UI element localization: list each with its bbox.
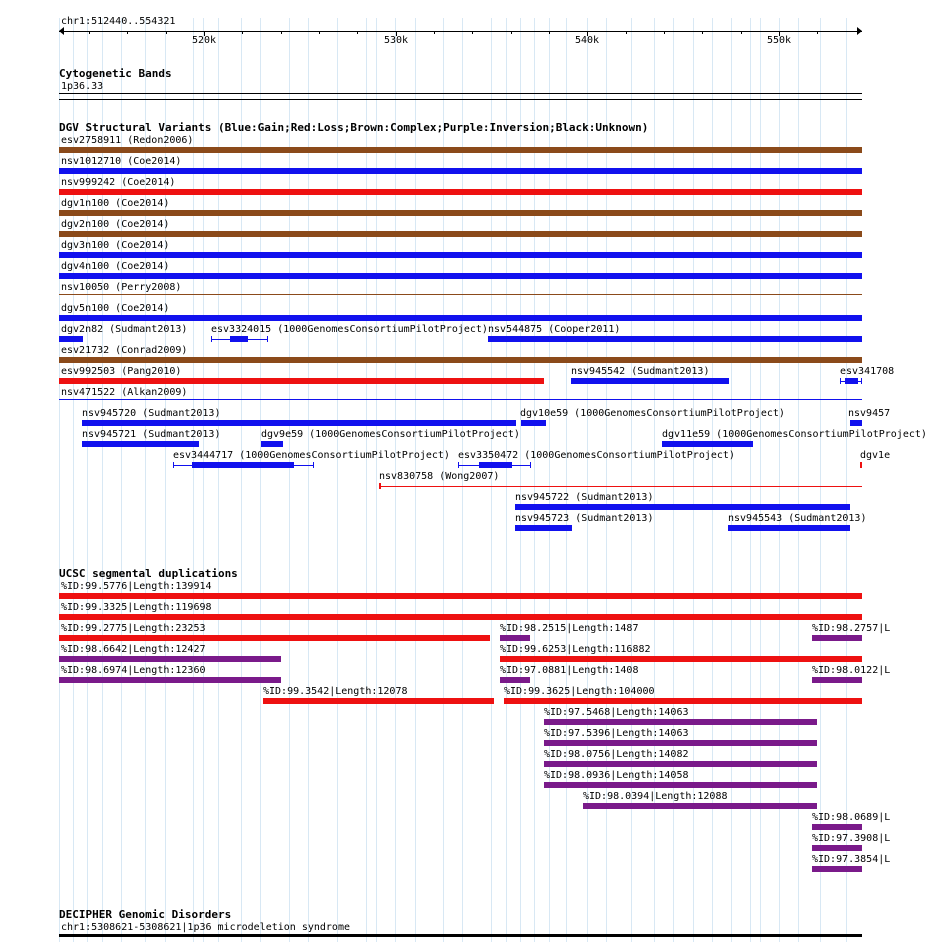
decipher-feature-label[interactable]: chr1:5308621-5308621|1p36 microdeletion syndrome xyxy=(61,922,350,933)
segdup-feature-label[interactable]: %ID:98.2757|L xyxy=(812,623,891,634)
segdup-feature-label[interactable]: %ID:97.3854|L xyxy=(812,854,891,865)
grid-line xyxy=(193,18,194,942)
segdup-feature-bar[interactable] xyxy=(504,698,862,704)
dgv-feature-bar[interactable] xyxy=(59,252,862,258)
dgv-feature-bar[interactable] xyxy=(59,273,862,279)
segdup-feature-label[interactable]: %ID:98.2515|Length:1487 xyxy=(500,623,639,634)
dgv-feature-label[interactable]: nsv945722 (Sudmant2013) xyxy=(515,492,654,503)
dgv-feature-bar[interactable] xyxy=(59,294,862,295)
dgv-feature-bar[interactable] xyxy=(662,441,753,447)
dgv-feature-label[interactable]: dgv11e59 (1000GenomesConsortiumPilotProject) xyxy=(662,429,927,440)
dgv-feature-label[interactable]: nsv945721 (Sudmant2013) xyxy=(82,429,221,440)
dgv-feature-bar[interactable] xyxy=(845,378,858,384)
dgv-feature-bar[interactable] xyxy=(59,210,862,216)
dgv-feature-bar[interactable] xyxy=(59,399,862,400)
segdup-feature-bar[interactable] xyxy=(59,656,281,662)
dgv-feature-label[interactable]: nsv945543 (Sudmant2013) xyxy=(728,513,867,524)
ruler-minor-tick xyxy=(434,31,435,34)
dgv-feature-label[interactable]: esv992503 (Pang2010) xyxy=(61,366,182,377)
dgv-feature-bar[interactable] xyxy=(59,378,544,384)
dgv-feature-bar[interactable] xyxy=(59,357,862,363)
ruler-minor-tick xyxy=(626,31,627,34)
dgv-feature-cap xyxy=(458,462,459,468)
dgv-feature-label[interactable]: esv2758911 (Redon2006) xyxy=(61,135,194,146)
grid-line xyxy=(308,18,309,942)
dgv-feature-label[interactable]: nsv945542 (Sudmant2013) xyxy=(571,366,710,377)
segdup-feature-bar[interactable] xyxy=(583,803,817,809)
dgv-feature-label[interactable]: nsv471522 (Alkan2009) xyxy=(61,387,188,398)
cytoband-line-bottom xyxy=(59,99,862,100)
ruler-minor-tick xyxy=(357,31,358,34)
ruler-tick-label: 520k xyxy=(192,35,217,46)
dgv-feature-bar[interactable] xyxy=(59,231,862,237)
ruler-tick-label: 540k xyxy=(575,35,600,46)
dgv-feature-cap xyxy=(173,462,174,468)
dgv-feature-bar[interactable] xyxy=(82,441,199,447)
dgv-feature-bar[interactable] xyxy=(488,336,862,342)
cytoband-line-top xyxy=(59,93,862,94)
grid-line xyxy=(203,18,204,942)
dgv-feature-cap xyxy=(861,378,862,384)
dgv-feature-label[interactable]: nsv945723 (Sudmant2013) xyxy=(515,513,654,524)
segdup-feature-bar[interactable] xyxy=(812,677,862,683)
dgv-feature-label[interactable]: dgv9e59 (1000GenomesConsortiumPilotProject) xyxy=(261,429,520,440)
segdup-feature-label[interactable]: %ID:97.5396|Length:14063 xyxy=(544,728,689,739)
segdup-feature-bar[interactable] xyxy=(500,635,530,641)
dgv-feature-bar[interactable] xyxy=(192,462,294,468)
segdup-feature-bar[interactable] xyxy=(544,740,817,746)
segdup-feature-bar[interactable] xyxy=(544,761,817,767)
ruler-minor-tick xyxy=(702,31,703,34)
ruler-minor-tick xyxy=(549,31,550,34)
dgv-feature-label[interactable]: esv3444717 (1000GenomesConsortiumPilotProject) xyxy=(173,450,450,461)
segdup-feature-bar[interactable] xyxy=(59,593,862,599)
dgv-feature-bar[interactable] xyxy=(521,420,546,426)
ruler-minor-tick xyxy=(664,31,665,34)
dgv-track-title[interactable]: DGV Structural Variants (Blue:Gain;Red:Loss;Brown:Complex;Purple:Inversion;Black:Unknown) xyxy=(59,121,649,134)
grid-line xyxy=(218,18,219,942)
cytoband-track-title[interactable]: Cytogenetic Bands xyxy=(59,67,172,80)
segdup-feature-bar[interactable] xyxy=(812,824,862,830)
segdup-feature-label[interactable]: %ID:98.0394|Length:12088 xyxy=(583,791,728,802)
dgv-feature-intron-line xyxy=(379,486,862,487)
dgv-feature-label[interactable]: nsv9457 xyxy=(848,408,891,419)
segdup-feature-bar[interactable] xyxy=(544,782,817,788)
segdup-feature-label[interactable]: %ID:98.0689|L xyxy=(812,812,891,823)
segdup-feature-bar[interactable] xyxy=(500,677,530,683)
segdup-feature-bar[interactable] xyxy=(500,656,862,662)
segdup-feature-bar[interactable] xyxy=(812,866,862,872)
dgv-feature-label[interactable]: dgv2n100 (Coe2014) xyxy=(61,219,170,230)
dgv-feature-bar[interactable] xyxy=(230,336,248,342)
grid-line xyxy=(820,18,821,942)
dgv-feature-label[interactable]: esv341708 xyxy=(840,366,895,377)
segdup-feature-label[interactable]: %ID:99.2775|Length:23253 xyxy=(61,623,206,634)
segdup-feature-label[interactable]: %ID:98.0756|Length:14082 xyxy=(544,749,689,760)
dgv-feature-label[interactable]: esv21732 (Conrad2009) xyxy=(61,345,188,356)
dgv-feature-bar[interactable] xyxy=(261,441,283,447)
grid-line xyxy=(241,18,242,942)
segdup-feature-label[interactable]: %ID:98.0122|L xyxy=(812,665,891,676)
segdup-feature-bar[interactable] xyxy=(59,635,490,641)
dgv-feature-bar[interactable] xyxy=(515,525,572,531)
dgv-feature-cap xyxy=(530,462,531,468)
ruler-minor-tick xyxy=(166,31,167,34)
grid-line xyxy=(289,18,290,942)
grid-line xyxy=(846,18,847,942)
ruler-tick-label: 550k xyxy=(767,35,792,46)
dgv-feature-bar[interactable] xyxy=(860,462,862,468)
ruler-minor-tick xyxy=(319,31,320,34)
ruler-minor-tick xyxy=(127,31,128,34)
dgv-feature-label[interactable]: dgv2n82 (Sudmant2013) xyxy=(61,324,188,335)
segdup-feature-label[interactable]: %ID:99.3542|Length:12078 xyxy=(263,686,408,697)
dgv-feature-label[interactable]: nsv544875 (Cooper2011) xyxy=(488,324,621,335)
segdup-feature-label[interactable]: %ID:99.3325|Length:119698 xyxy=(61,602,212,613)
dgv-feature-bar[interactable] xyxy=(82,420,516,426)
ruler-minor-tick xyxy=(472,31,473,34)
ruler-tick-label: 530k xyxy=(384,35,409,46)
dgv-feature-bar[interactable] xyxy=(59,189,862,195)
dgv-feature-bar[interactable] xyxy=(59,315,862,321)
dgv-feature-cap xyxy=(211,336,212,342)
segdup-feature-bar[interactable] xyxy=(812,635,862,641)
segdup-feature-label[interactable]: %ID:98.0936|Length:14058 xyxy=(544,770,689,781)
dgv-feature-label[interactable]: dgv1e xyxy=(860,450,891,461)
dgv-feature-label[interactable]: dgv4n100 (Coe2014) xyxy=(61,261,170,272)
segdup-feature-bar[interactable] xyxy=(544,719,817,725)
dgv-feature-bar[interactable] xyxy=(728,525,850,531)
grid-line xyxy=(366,18,367,942)
segdup-feature-bar[interactable] xyxy=(263,698,494,704)
dgv-feature-bar[interactable] xyxy=(379,483,381,489)
ruler-minor-tick xyxy=(817,31,818,34)
grid-line xyxy=(549,18,550,942)
dgv-feature-label[interactable]: nsv1012710 (Coe2014) xyxy=(61,156,182,167)
segdup-feature-label[interactable]: %ID:99.6253|Length:116882 xyxy=(500,644,651,655)
grid-line xyxy=(376,18,377,942)
cytoband-label[interactable]: 1p36.33 xyxy=(61,81,104,92)
ruler-right-arrow xyxy=(857,27,862,35)
dgv-feature-bar[interactable] xyxy=(59,336,83,342)
dgv-feature-bar[interactable] xyxy=(515,504,850,510)
ruler[interactable] xyxy=(0,0,890,50)
grid-line xyxy=(534,18,535,942)
segdup-feature-label[interactable]: %ID:98.6642|Length:12427 xyxy=(61,644,206,655)
ruler-minor-tick xyxy=(281,31,282,34)
dgv-feature-label[interactable]: dgv10e59 (1000GenomesConsortiumPilotProject) xyxy=(520,408,785,419)
dgv-feature-label[interactable]: esv3350472 (1000GenomesConsortiumPilotProject) xyxy=(458,450,735,461)
decipher-feature-bar[interactable] xyxy=(59,934,862,937)
segdup-feature-bar[interactable] xyxy=(812,845,862,851)
segdup-feature-bar[interactable] xyxy=(59,614,862,620)
dgv-feature-label[interactable]: dgv3n100 (Coe2014) xyxy=(61,240,170,251)
decipher-track-title[interactable]: DECIPHER Genomic Disorders xyxy=(59,908,232,921)
segdup-feature-label[interactable]: %ID:97.0881|Length:1408 xyxy=(500,665,639,676)
dgv-feature-cap xyxy=(313,462,314,468)
dgv-feature-bar[interactable] xyxy=(59,147,862,153)
dgv-feature-bar[interactable] xyxy=(479,462,512,468)
dgv-feature-label[interactable]: esv3324015 (1000GenomesConsortiumPilotProject) xyxy=(211,324,488,335)
dgv-feature-bar[interactable] xyxy=(850,420,862,426)
dgv-feature-label[interactable]: nsv999242 (Coe2014) xyxy=(61,177,176,188)
dgv-feature-cap xyxy=(267,336,268,342)
grid-line xyxy=(506,18,507,942)
dgv-feature-cap xyxy=(840,378,841,384)
dgv-feature-bar[interactable] xyxy=(59,168,862,174)
grid-line xyxy=(520,18,521,942)
ruler-minor-tick xyxy=(89,31,90,34)
dgv-feature-bar[interactable] xyxy=(571,378,729,384)
grid-line xyxy=(337,18,338,942)
segdup-track-title[interactable]: UCSC segmental duplications xyxy=(59,567,238,580)
segdup-feature-label[interactable]: %ID:98.6974|Length:12360 xyxy=(61,665,206,676)
dgv-feature-label[interactable]: nsv945720 (Sudmant2013) xyxy=(82,408,221,419)
grid-line xyxy=(566,18,567,942)
segdup-feature-label[interactable]: %ID:99.3625|Length:104000 xyxy=(504,686,655,697)
locus-label: chr1:512440..554321 xyxy=(61,16,176,27)
ruler-minor-tick xyxy=(511,31,512,34)
dgv-feature-label[interactable]: dgv5n100 (Coe2014) xyxy=(61,303,170,314)
segdup-feature-label[interactable]: %ID:99.5776|Length:139914 xyxy=(61,581,212,592)
segdup-feature-label[interactable]: %ID:97.3908|L xyxy=(812,833,891,844)
dgv-feature-label[interactable]: dgv1n100 (Coe2014) xyxy=(61,198,170,209)
ruler-minor-tick xyxy=(242,31,243,34)
grid-line xyxy=(260,18,261,942)
dgv-feature-label[interactable]: nsv10050 (Perry2008) xyxy=(61,282,182,293)
grid-line xyxy=(59,18,60,942)
ruler-left-arrow xyxy=(59,27,64,35)
segdup-feature-bar[interactable] xyxy=(59,677,281,683)
segdup-feature-label[interactable]: %ID:97.5468|Length:14063 xyxy=(544,707,689,718)
ruler-minor-tick xyxy=(741,31,742,34)
dgv-feature-label[interactable]: nsv830758 (Wong2007) xyxy=(379,471,500,482)
